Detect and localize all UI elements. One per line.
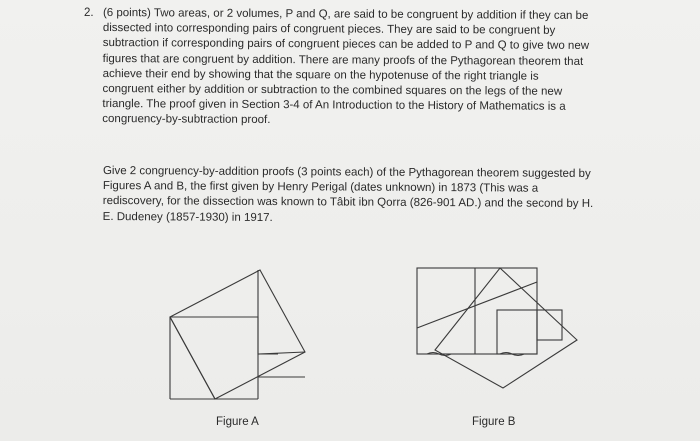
- figure-b-inner-square: [497, 310, 537, 354]
- paragraph-1-line: subtraction if corresponding pairs of congruent pieces can be added to P and Q to give two new: [102, 37, 590, 53]
- paragraph-1-line: congruent either by addition or subtraction to the combined squares on the legs of the new: [102, 83, 563, 98]
- paragraph-1-line: figures that are congruent by addition. There are many proofs of the Pythagorean theorem that: [102, 52, 584, 68]
- paragraph-1-line: (6 points) Two areas, or 2 volumes, P and Q, are said to be congruent by addition if they can be: [102, 6, 589, 22]
- paragraph-2-line: Give 2 congruency-by-addition proofs (3 points each) of the Pythagorean theorem suggested by: [102, 164, 591, 180]
- paragraph-2-line: Figures A and B, the first given by Henry Perigal (dates unknown) in 1873 (This was a: [102, 180, 539, 195]
- paragraph-1-line: triangle. The proof given in Section 3-4 of An Introduction to the History of Mathematics is a: [102, 98, 566, 114]
- question-number: 2.: [84, 7, 94, 19]
- question-paragraph-2: [103, 164, 623, 228]
- question-paragraph-1: [102, 6, 623, 131]
- figure-a-diagonal-cut: [170, 317, 215, 399]
- figure-a-hypotenuse-square: [170, 270, 305, 399]
- figure-a-caption: Figure A: [216, 416, 259, 428]
- figure-a-leg-squares: [170, 317, 305, 354]
- paragraph-1-line: congruency-by-subtraction proof.: [102, 113, 271, 127]
- paragraph-2-line: E. Dudeney (1857-1930) in 1917.: [102, 210, 273, 224]
- paragraph-1-line: achieve their end by showing that the square on the hypotenuse of the right triangle is: [102, 67, 539, 83]
- paragraph-2-line: rediscovery, for the dissection was known to Tâbit ibn Qorra (826-901 AD.) and the second by H.: [102, 195, 594, 211]
- figure-b-outer-rectangle: [417, 268, 537, 354]
- figure-b-diagonal-cut: [417, 282, 537, 328]
- figure-b-caption: Figure B: [472, 416, 516, 428]
- figure-a: [140, 262, 320, 412]
- figure-b-tilted-square: [435, 268, 577, 388]
- paragraph-1-line: dissected into corresponding pairs of congruent pieces. They are said to be congruent by: [102, 22, 556, 37]
- figure-b: [405, 260, 590, 400]
